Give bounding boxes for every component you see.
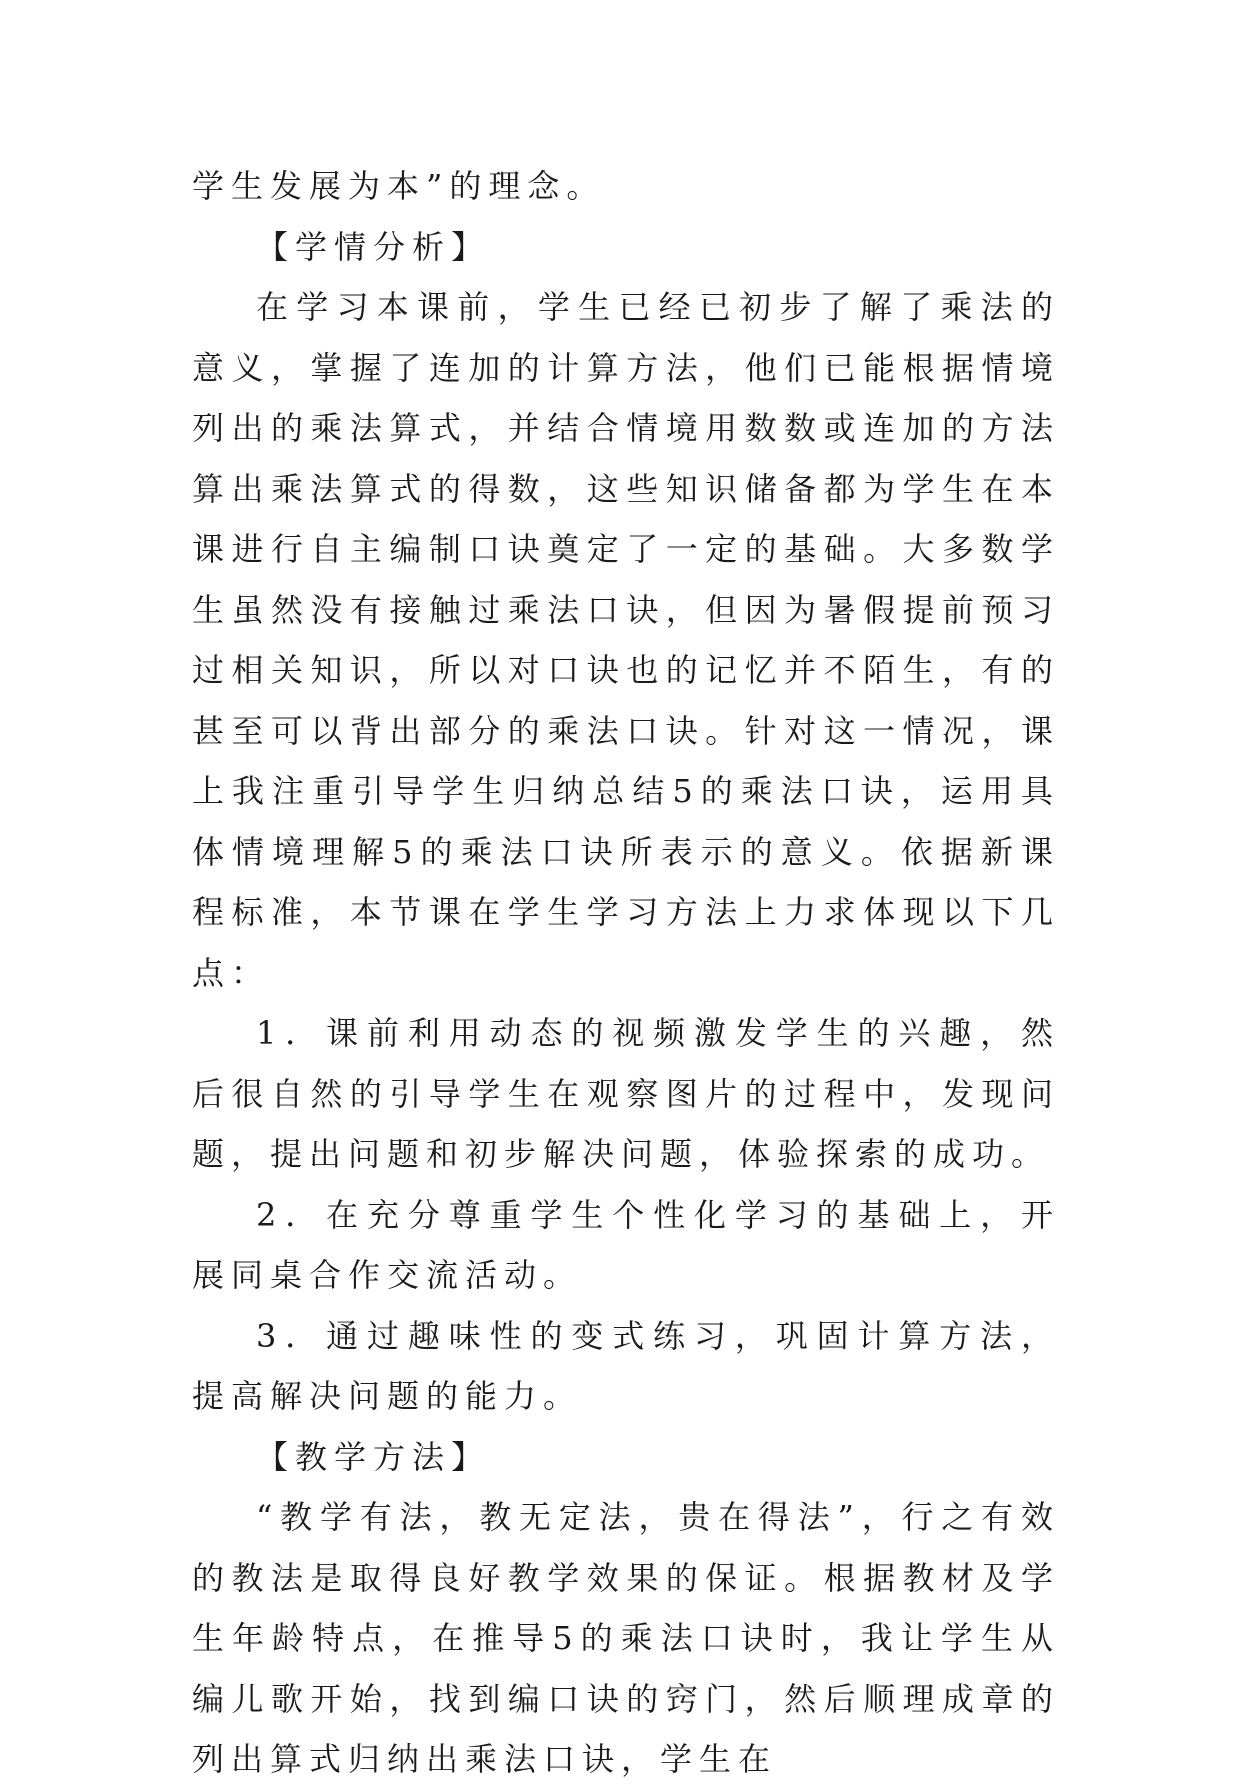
section-heading-teaching-methods: 【教学方法】 bbox=[256, 1437, 491, 1476]
section-heading-learning-analysis: 【学情分析】 bbox=[256, 227, 491, 266]
paragraph-teaching-methods: “教学有法，教无定法，贵在得法”，行之有效的教法是取得良好教学效果的保证。根据教材及学生年龄特点，在推导5的乘法口诀时，我让学生从编儿歌开始，找到编口诀的窍门，然后顺理成章的列出算式归纳出乘法口诀，学生在 bbox=[192, 1498, 1060, 1778]
paragraph-continuation: 学生发展为本”的理念。 bbox=[192, 167, 606, 205]
document-body bbox=[192, 156, 1060, 1790]
paragraph-learning-analysis: 在学习本课前，学生已经已初步了解了乘法的意义，掌握了连加的计算方法，他们已能根据情境列出的乘法算式，并结合情境用数数或连加的方法算出乘法算式的得数，这些知识储备都为学生在本课进行自主编制口诀奠定了一定的基础。大多数学生虽然没有接触过乘法口诀，但因为暑假提前预习过相关知识，所以对口诀也的记忆并不陌生，有的甚至可以背出部分的乘法口诀。针对这一情况，课上我注重引导学生归纳总结5的乘法口诀，运用具体情境理解5的乘法口诀所表示的意义。依据新课程标准，本节课在学生学习方法上力求体现以下几点： bbox=[192, 288, 1060, 992]
list-item-1: 1．课前利用动态的视频激发学生的兴趣，然后很自然的引导学生在观察图片的过程中，发现问题，提出问题和初步解决问题，体验探索的成功。 bbox=[192, 1014, 1060, 1173]
list-item-2: 2．在充分尊重学生个性化学习的基础上，开展同桌合作交流活动。 bbox=[192, 1195, 1060, 1294]
list-item-3: 3．通过趣味性的变式练习，巩固计算方法，提高解决问题的能力。 bbox=[192, 1316, 1060, 1415]
